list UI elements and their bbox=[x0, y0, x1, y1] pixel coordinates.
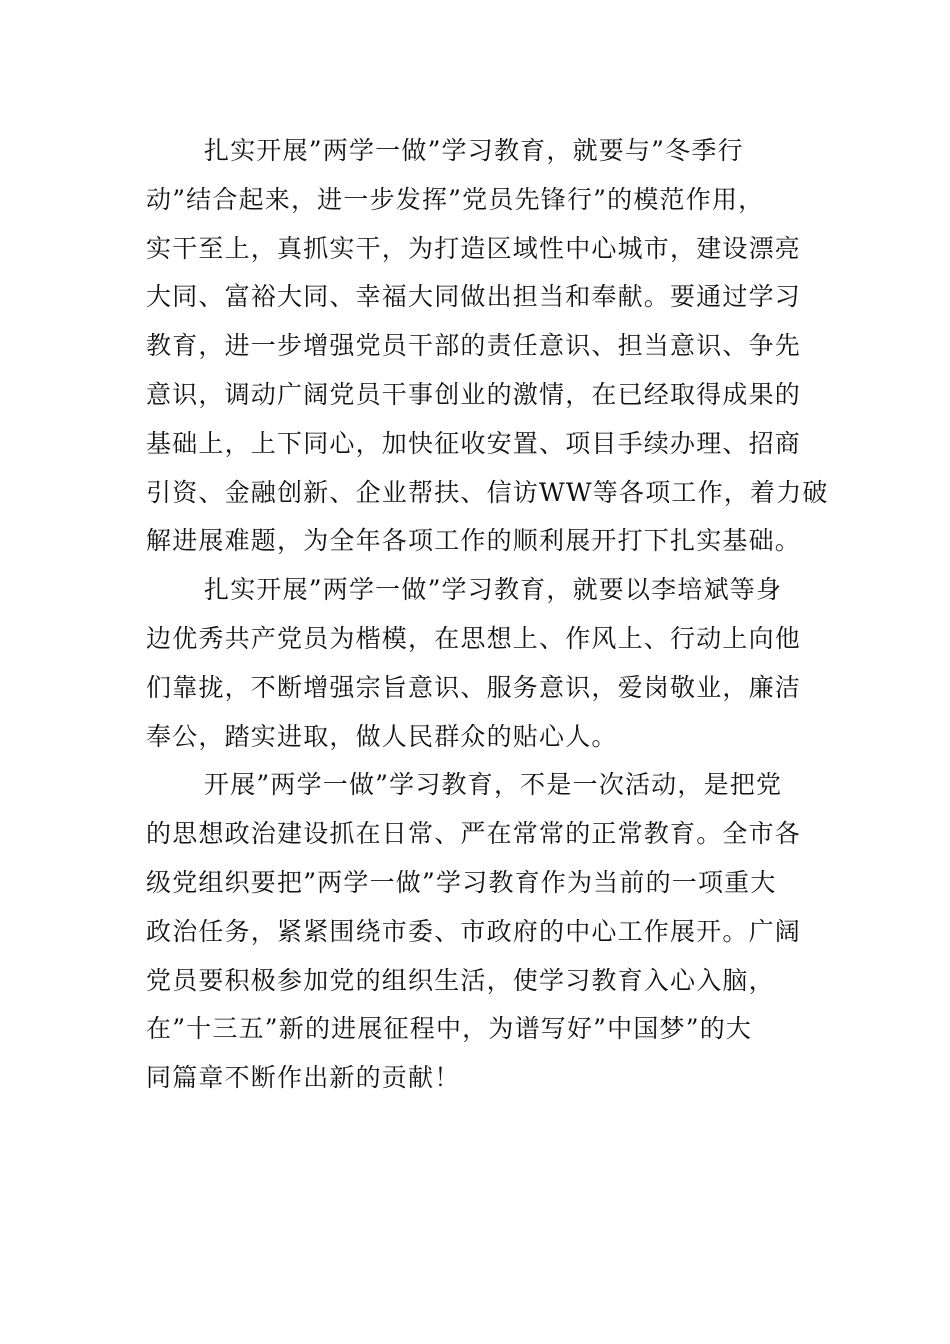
paragraph-line: 实干至上，真抓实干，为打造区域性中心城市，建设漂亮 bbox=[146, 233, 802, 263]
paragraph-line: 扎实开展”两学一做”学习教育，就要与”冬季行 bbox=[204, 136, 744, 165]
paragraph-line: 的思想政治建设抓在日常、严在常常的正常教育。全市各 bbox=[146, 819, 802, 849]
paragraph-line: 意识，调动广阔党员干事创业的激情，在已经取得成果的 bbox=[146, 379, 802, 409]
paragraph-line: 政治任务，紧紧围绕市委、市政府的中心工作展开。广阔 bbox=[146, 916, 802, 946]
paragraph-line: 级党组织要把”两学一做”学习教育作为当前的一项重大 bbox=[146, 867, 777, 897]
paragraph-line: 教育，进一步增强党员干部的责任意识、担当意识、争先 bbox=[146, 331, 802, 361]
paragraph-line: 同篇章不断作出新的贡献！ bbox=[146, 1063, 461, 1093]
paragraph-line: 们靠拢，不断增强宗旨意识、服务意识，爱岗敬业，廉洁 bbox=[146, 672, 802, 702]
paragraph-line: 党员要积极参加党的组织生活，使学习教育入心入脑， bbox=[146, 965, 775, 995]
paragraph-2 bbox=[146, 566, 816, 761]
paragraph-3 bbox=[146, 761, 816, 1103]
paragraph-line: 基础上，上下同心，加快征收安置、项目手续办理、招商 bbox=[146, 428, 802, 458]
paragraph-line: 开展”两学一做”学习教育，不是一次活动，是把党 bbox=[204, 770, 783, 800]
paragraph-1 bbox=[146, 127, 829, 566]
paragraph-line: 引资、金融创新、企业帮扶、信访WW等各项工作，着力破 bbox=[146, 477, 829, 507]
paragraph-line: 奉公，踏实进取，做人民群众的贴心人。 bbox=[146, 721, 618, 751]
paragraph-line: 动”结合起来，进一步发挥”党员先锋行”的模范作用， bbox=[146, 184, 765, 214]
paragraph-line: 在”十三五”新的进展征程中，为谱写好”中国梦”的大 bbox=[146, 1014, 753, 1044]
paragraph-line: 边优秀共产党员为楷模，在思想上、作风上、行动上向他 bbox=[146, 623, 802, 653]
paragraph-line: 解进展难题，为全年各项工作的顺利展开打下扎实基础。 bbox=[146, 526, 802, 556]
document-body bbox=[146, 127, 829, 1103]
paragraph-line: 扎实开展”两学一做”学习教育，就要以李培斌等身 bbox=[204, 575, 783, 605]
paragraph-line: 大同、富裕大同、幸福大同做出担当和奉献。要通过学习 bbox=[146, 282, 802, 312]
